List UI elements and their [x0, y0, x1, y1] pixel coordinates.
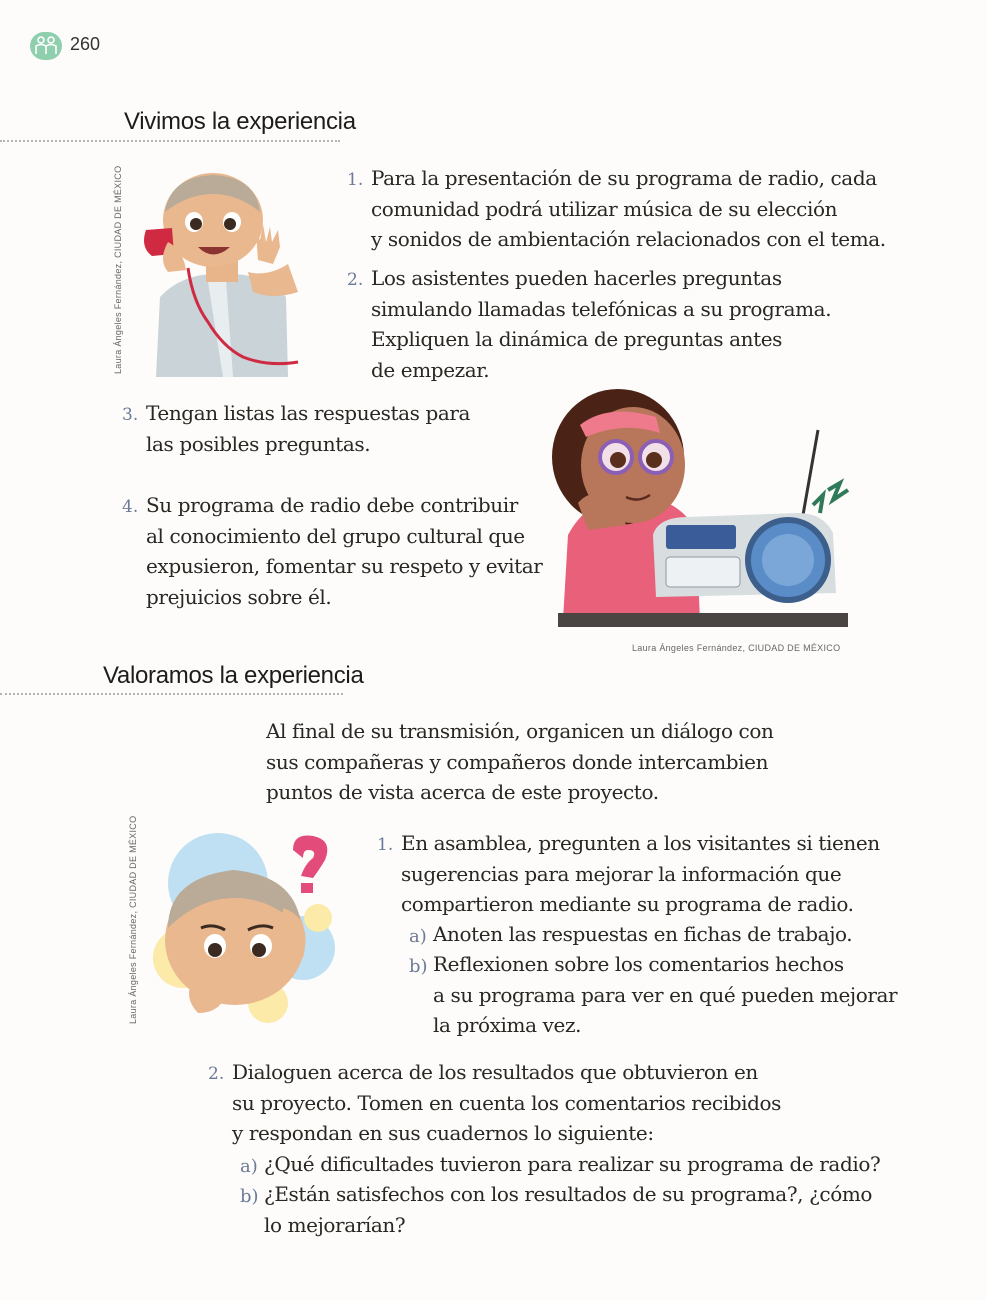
sub-item-label: a)	[240, 1156, 258, 1177]
item-text: Los asistentes pueden hacerles preguntas simulando llamadas telefónicas a su programa. Expliquen la dinámica de preguntas antes de empezar.	[371, 266, 832, 382]
book-logo-icon	[30, 32, 62, 60]
illustration-credit: Laura Ángeles Fernández, CIUDAD DE MÉXICO	[632, 643, 841, 653]
sub-item-text: ¿Están satisfechos con los resultados de su programa?, ¿cómo lo mejorarían?	[264, 1182, 873, 1237]
intro-paragraph: Al final de su transmisión, organicen un diálogo con sus compañeras y compañeros donde intercambien puntos de vista acerca de este proyecto.	[266, 719, 774, 804]
section-heading-valoramos: Valoramos la experiencia	[103, 662, 364, 689]
heading-rule	[0, 693, 343, 695]
girl-radio-illustration	[548, 385, 868, 633]
section-heading-vivimos: Vivimos la experiencia	[124, 108, 356, 135]
sub-item-text: Reflexionen sobre los comentarios hechos a su programa para ver en qué pueden mejorar la próxima vez.	[433, 952, 898, 1037]
sub-item-label: a)	[409, 926, 427, 947]
item-text: Para la presentación de su programa de radio, cada comunidad podrá utilizar música de su elección y sonidos de ambientación relacionados con el tema.	[371, 166, 886, 251]
item-text: Dialoguen acerca de los resultados que obtuvieron en su proyecto. Tomen en cuenta los comentarios recibidos y respondan en sus cuadernos lo siguiente:	[232, 1060, 782, 1145]
sub-item-label: b)	[409, 956, 428, 977]
boy-phone-illustration	[138, 172, 308, 377]
item-number: 3.	[122, 405, 139, 425]
item-number: 1.	[377, 835, 394, 855]
sub-item-text: ¿Qué dificultades tuvieron para realizar su programa de radio?	[264, 1152, 881, 1176]
sub-item-label: b)	[240, 1186, 259, 1207]
item-number: 1.	[347, 170, 364, 190]
illustration-credit: Laura Ángeles Fernández, CIUDAD DE MÉXICO	[113, 165, 123, 374]
heading-rule	[0, 140, 340, 142]
page-number: 260	[70, 34, 101, 54]
thinking-boy-illustration	[153, 828, 343, 1028]
item-text: En asamblea, pregunten a los visitantes si tienen sugerencias para mejorar la información que compartieron mediante su programa de radio.	[401, 831, 880, 916]
item-number: 4.	[122, 497, 139, 517]
illustration-credit: Laura Ángeles Fernández, CIUDAD DE MÉXICO	[128, 815, 138, 1024]
sub-item-text: Anoten las respuestas en fichas de trabajo.	[433, 922, 853, 946]
item-text: Su programa de radio debe contribuir al conocimiento del grupo cultural que expusieron, fomentar su respeto y evitar prejuicios sobre él.	[146, 493, 543, 609]
item-number: 2.	[208, 1064, 225, 1084]
item-text: Tengan listas las respuestas para las posibles preguntas.	[146, 401, 471, 456]
item-number: 2.	[347, 270, 364, 290]
